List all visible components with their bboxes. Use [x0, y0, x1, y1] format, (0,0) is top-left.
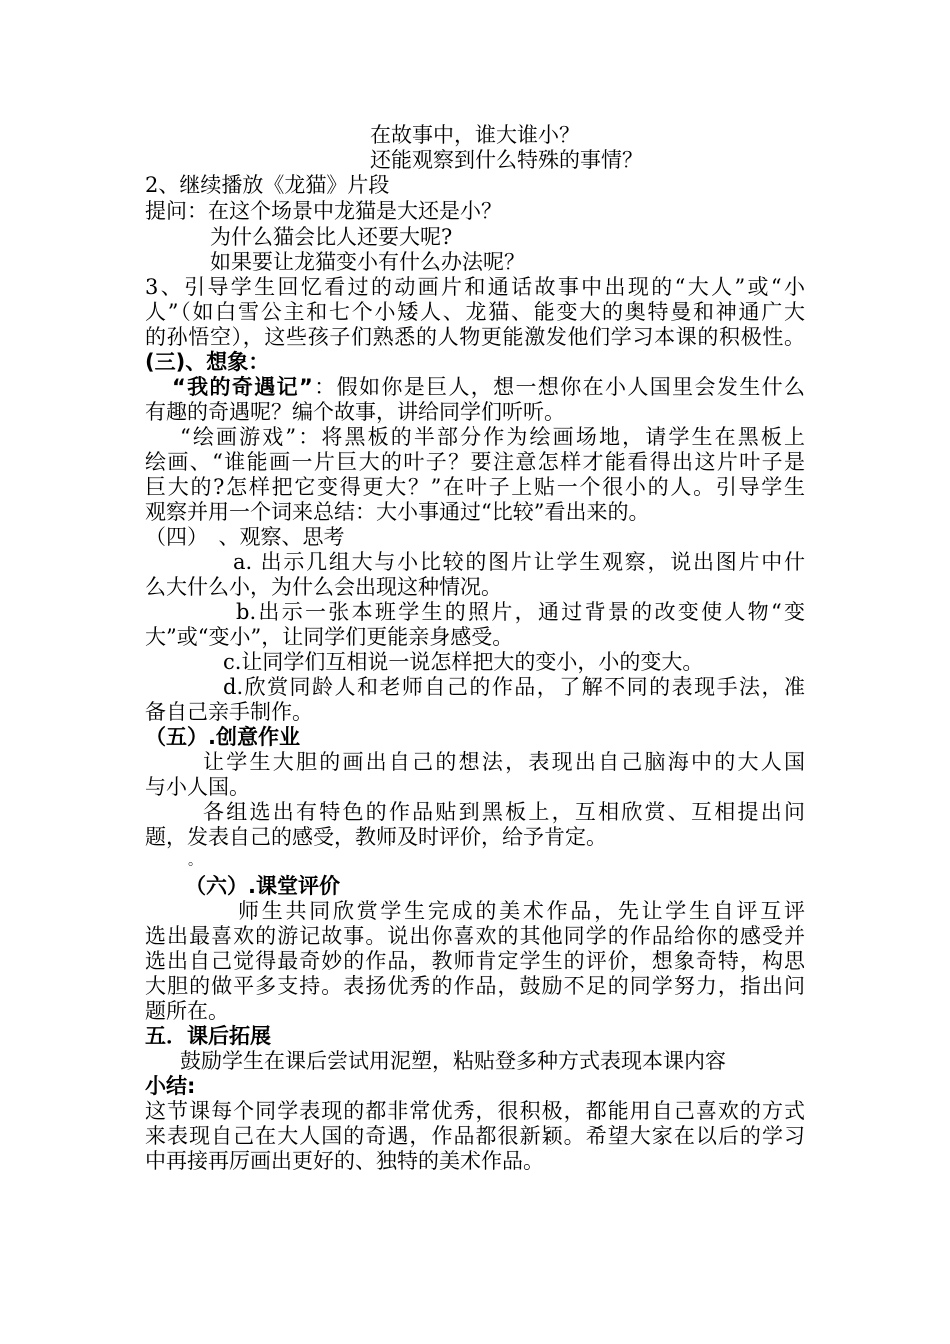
text-line — [145, 400, 565, 425]
text-span: 小结: — [145, 1074, 196, 1098]
text-span: 选出最喜欢的游记故事。说出你喜欢的其他同学的作品给你的感受并 — [145, 924, 805, 948]
text-span: ：假如你是巨人，想一想你在小人国里会发生什么 — [312, 375, 806, 399]
text-span: 如果要让龙猫变小有什么办法呢？ — [210, 250, 525, 274]
text-line — [210, 250, 525, 275]
text-line — [145, 775, 250, 800]
text-span: “绘画游戏”：将黑板的半部分作为绘画场地，请学生在黑板上 — [180, 425, 805, 449]
text-span: 让学生大胆的画出自己的想法，表现出自己脑海中的大人国 — [203, 750, 805, 774]
text-span: 备自己亲手制作。 — [145, 700, 313, 724]
text-span: 人”（如白雪公主和七个小矮人、龙猫、能变大的奥特曼和神通广大 — [145, 300, 805, 324]
text-span: 还能观察到什么特殊的事情？ — [370, 148, 643, 172]
text-line — [145, 450, 805, 475]
text-span: 为什么猫会比人还要大呢? — [210, 225, 453, 249]
text-line — [145, 500, 649, 525]
section-heading — [145, 1024, 271, 1049]
text-line — [145, 999, 229, 1024]
text-span: 题所在。 — [145, 999, 229, 1023]
text-span: 3、引导学生回忆看过的动画片和通话故事中出现的“大人”或“小 — [145, 275, 805, 299]
text-span: 鼓励学生在课后尝试用泥塑，粘贴登多种方式表现本课内容 — [180, 1049, 726, 1073]
text-span: 选出自己觉得最奇妙的作品，教师肯定学生的评价，想象奇特，构思 — [145, 949, 805, 973]
section-heading — [145, 350, 269, 375]
text-line — [145, 825, 607, 850]
text-span: 绘画、“谁能画一片巨大的叶子？要注意怎样才能看得出这片叶子是 — [145, 450, 805, 474]
text-line — [370, 123, 580, 148]
text-span: (三)、想象： — [145, 350, 270, 374]
section-heading — [145, 1074, 195, 1099]
text-span: 巨大的?怎样把它变得更大？”在叶子上贴一个很小的人。引导学生 — [145, 475, 805, 499]
text-span: 与小人国。 — [145, 775, 250, 799]
text-span: 这节课每个同学表现的都非常优秀，很积极，都能用自己喜欢的方式 — [145, 1099, 805, 1123]
text-line — [180, 425, 805, 450]
section-heading — [185, 874, 340, 899]
text-span: a. 出示几组大与小比较的图片让学生观察，说出图片中什 — [233, 550, 805, 574]
text-span: c.让同学们互相说一说怎样把大的变小，小的变大。 — [223, 650, 704, 674]
text-line — [236, 600, 805, 625]
text-line — [145, 949, 805, 974]
text-line — [145, 924, 805, 949]
text-span: 么大什么小，为什么会出现这种情况。 — [145, 575, 502, 599]
text-line — [203, 800, 805, 825]
text-span: 在故事中，谁大谁小？ — [370, 123, 580, 147]
text-span: （五）.创意作业 — [145, 725, 300, 749]
text-line — [172, 375, 805, 400]
text-line — [238, 899, 805, 924]
text-span: 师生共同欣赏学生完成的美术作品，先让学生自评互评 — [238, 899, 805, 923]
text-line — [233, 550, 805, 575]
text-line — [145, 974, 805, 999]
text-span: 提问：在这个场景中龙猫是大还是小？ — [145, 199, 502, 223]
text-span: （六）.课堂评价 — [185, 874, 340, 898]
text-span: 中再接再厉画出更好的、独特的美术作品。 — [145, 1149, 544, 1173]
text-span: 有趣的奇遇呢？编个故事，讲给同学们听听。 — [145, 400, 565, 424]
text-line — [145, 625, 513, 650]
text-span: d.欣赏同龄人和老师自己的作品，了解不同的表现手法，准 — [223, 675, 805, 699]
text-line — [145, 300, 805, 325]
bold-phrase: “我的奇遇记” — [172, 375, 313, 399]
text-span: 各组选出有特色的作品贴到黑板上，互相欣赏、互相提出问 — [203, 800, 805, 824]
text-line — [145, 700, 313, 725]
text-line — [145, 1149, 544, 1174]
text-span: 大”或“变小”，让同学们更能亲身感受。 — [145, 625, 514, 649]
text-line — [145, 275, 805, 300]
text-line — [145, 475, 805, 500]
text-line — [223, 675, 805, 700]
section-heading — [145, 725, 300, 750]
text-span: 。 — [188, 853, 202, 869]
text-line — [203, 750, 805, 775]
text-span: 五．课后拓展 — [145, 1024, 271, 1048]
text-span: 观察并用一个词来总结：大小事通过“比较”看出来的。 — [145, 500, 650, 524]
text-span: 来表现自己在大人国的奇遇，作品都很新颖。希望大家在以后的学习 — [145, 1124, 805, 1148]
text-line — [180, 1049, 726, 1074]
text-line — [145, 575, 502, 600]
text-span: 题，发表自己的感受，教师及时评价，给予肯定。 — [145, 825, 607, 849]
text-line — [145, 325, 805, 350]
text-line — [145, 173, 389, 198]
text-line — [188, 849, 202, 874]
text-line — [210, 225, 452, 250]
text-line — [223, 650, 703, 675]
text-span: 大胆的做平多支持。表扬优秀的作品，鼓励不足的同学努力，指出问 — [145, 974, 805, 998]
text-span: 的孙悟空），这些孩子们熟悉的人物更能激发他们学习本课的积极性。 — [145, 325, 805, 349]
text-line — [145, 1099, 805, 1124]
text-span: b.出示一张本班学生的照片，通过背景的改变使人物“变 — [236, 600, 805, 624]
text-line — [145, 199, 502, 224]
text-line — [145, 525, 345, 550]
text-line — [370, 148, 643, 173]
text-line — [145, 1124, 805, 1149]
text-span: （四） 、观察、思考 — [145, 525, 345, 549]
text-span: 2、继续播放《龙猫》片段 — [145, 173, 390, 197]
